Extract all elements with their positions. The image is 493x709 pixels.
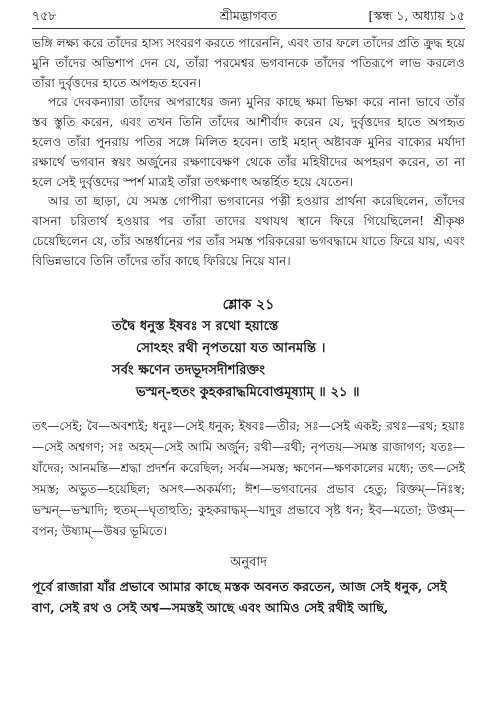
purport-paragraph: ভঙ্গি লক্ষ্য করে তাঁদের হাস্য সংবরণ করতে পারেননি, এবং তার ফলে তাঁদের প্রতি ক্রুদ্ধ হয়ে মুনি তাঁদের অভিশাপ দেন যে, তাঁরা পরমেশ্বর ভগবানকে তাঁদের পতিরূপে লাভ করলেও তাঁরা দুর্বৃত্তদের হাতে অপহৃত হবেন। [32,36,465,90]
verse-line: সর্বং ক্ষণেন তদভূদসদীশরিক্তং [112,362,266,378]
translation-title: অনুবাদ [230,554,267,570]
verse-line: সোঽহং রথী নৃপতয়ো যত আনমন্তি । [136,340,326,356]
purport-paragraph: আর তা ছাড়া, যে সমস্ত গোপীরা ভগবানের পত্নী হওয়ার প্রার্থনা করেছিলেন, তাঁদের বাসনা চরিতার্থ হওয়ার পর তাঁরা তাদের যথাযথ স্থানে ফিরে গিয়েছিলেন! শ্রীকৃষ্ণ চেয়েছিলেন যে, তাঁর অন্তর্ধানের পর তাঁর সমস্ত পরিকরেরা ভগবদ্ধামে যাতে ফিরে যায়, এবং বিভিন্নভাবে তিনি তাঁদের তাঁর কাছে ফিরিয়ে নিয়ে যান। [32,194,465,268]
verse-text [32,316,465,404]
page-body [32,34,465,618]
page-number: ৭৫৮ [32,8,57,23]
page-header [32,8,465,30]
verse-line: তদ্বৈ ধনুস্ত ইষবঃ স রথো হয়াস্তে [112,318,279,334]
header-divider [32,28,465,29]
verse-title: শ্লোক ২১ [222,296,275,313]
translation-text: পূর্বে রাজারা যাঁর প্রভাবে আমার কাছে মস্তক অবনত করতেন, আজ সেই ধনুক, সেই বাণ, সেই রথ ও সেই অশ্ব—সমস্তই আছে এবং আমিও সেই রথীই আছি, [32,578,447,615]
synonyms: তৎ—সেই; বৈ—অবশ্যই; ধনুঃ—সেই ধনুক; ইষবঃ—তীর; সঃ—সেই একই; রথঃ—রথ; হয়াঃ—সেই অশ্বগণ; সঃ অহম্—সেই আমি অর্জুন; রথী—রথী; নৃপতয়—সমস্ত রাজাগণ; যতঃ—যাঁদের; আনমন্তি—শ্রদ্ধা প্রদর্শন করেছিল; সর্বম—সমস্ত; ক্ষণেন—ক্ষণকালের মধ্যে; তৎ—সেই সমস্ত; অভুত—হয়েছিল; অসৎ—অকর্মণ্য; ঈশ—ভগবানের প্রভাব হেতু; রিক্তম্—নিঃস্ব; ভস্মন্—ভস্মাদি; হুতম্—ঘৃতাহুতি; কুহকরাদ্ধম্—যাদুর প্রভাবে সৃষ্ট ধন; ইব—মতো; উপ্তম্—বপন; উষ্যাম্—উষর ভূমিতে। [32,418,465,538]
purport-paragraph: পরে দেবকন্যারা তাঁদের অপরাধের জন্য মুনির কাছে ক্ষমা ভিক্ষা করে নানা ভাবে তাঁর স্তব স্তুতি করেন, এবং তখন তিনি তাঁদের আশীর্বাদ করেন যে, দুর্বৃত্তদের হাতে অপহৃত হলেও তাঁরা পুনরায় পতির সঙ্গে মিলিত হবেন। তাই মহান্ অষ্টাবক্র মুনির বাক্যের মর্যাদা রক্ষার্থে ভগবান স্বয়ং অর্জুনের রক্ষণাবেক্ষণ থেকে তাঁর মহিষীদের অপহরণ করেন, তা না হলে সেই দুর্বৃত্তদের স্পর্শ মাত্রই তাঁরা তৎক্ষণাৎ অন্তর্হিত হয়ে যেতেন। [32,95,465,189]
chapter-reference: [স্কন্ধ ১, অধ্যায় ১৫ [368,8,465,23]
verse-line: ভস্মন্-হুতং কুহকরাদ্ধমিবোপ্তমূষ্যাম্ ॥ ২১ ॥ [136,384,360,400]
book-title: শ্রীমদ্ভাগবত [219,8,278,23]
